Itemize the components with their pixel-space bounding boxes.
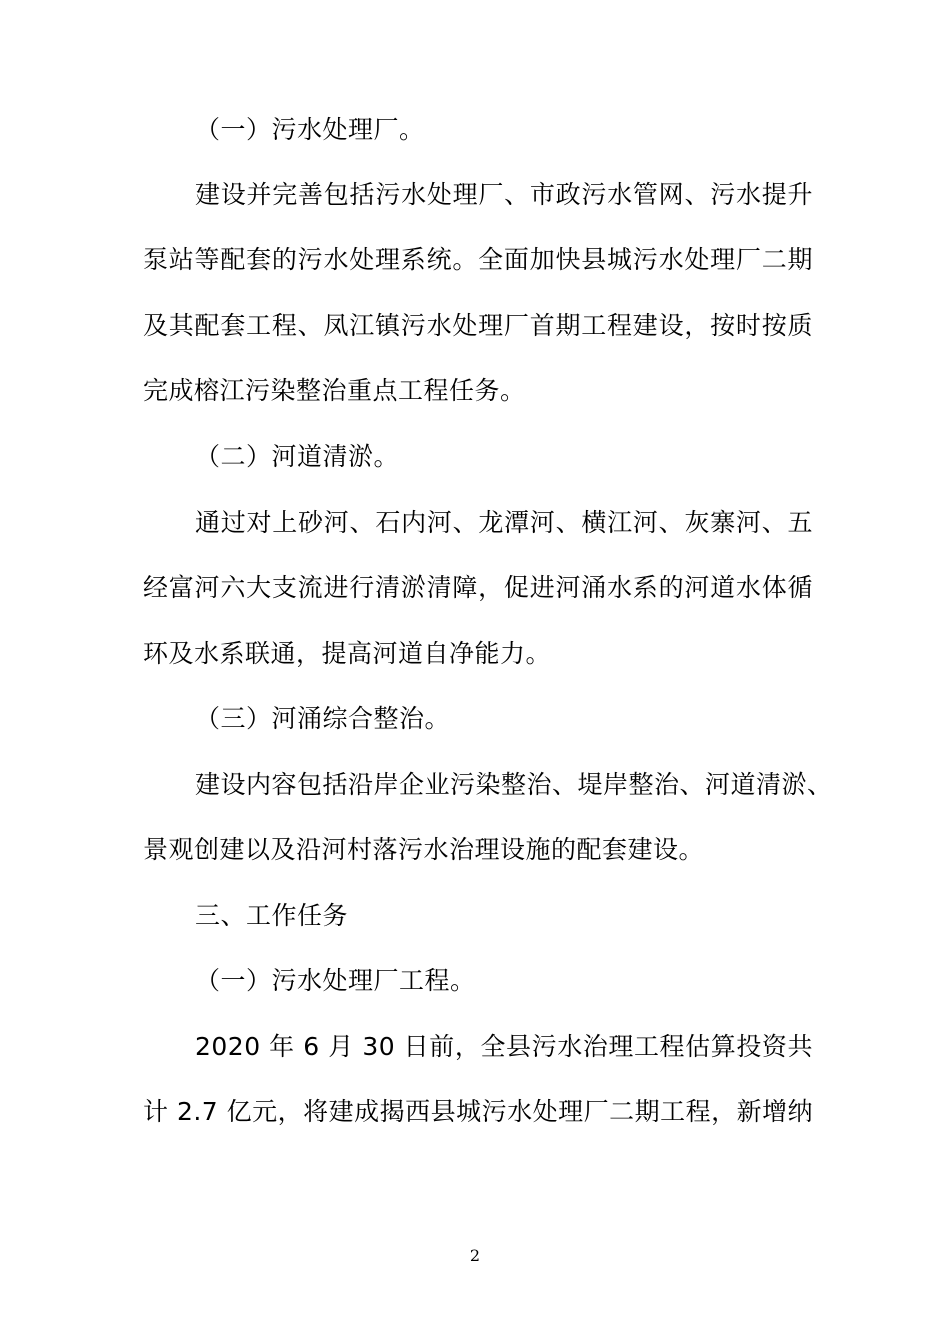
paragraph-line: 完成榕江污染整治重点工程任务。 xyxy=(143,376,526,405)
paragraph-line: 景观创建以及沿河村落污水治理设施的配套建设。 xyxy=(143,835,705,864)
paragraph-line: 泵站等配套的污水处理系统。全面加快县城污水处理厂二期 xyxy=(143,245,813,274)
page-number: 2 xyxy=(469,1246,481,1265)
paragraph-line: 及其配套工程、凤江镇污水处理厂首期工程建设，按时按质 xyxy=(143,311,813,340)
paragraph-line: 通过对上砂河、石内河、龙潭河、横江河、灰寨河、五 xyxy=(195,508,813,537)
section-heading-river-remediation: （三）河涌综合整治。 xyxy=(195,704,451,733)
section-heading-sewage-plant: （一）污水处理厂。 xyxy=(195,115,425,144)
paragraph-line: 建设并完善包括污水处理厂、市政污水管网、污水提升 xyxy=(195,180,813,209)
section-heading-work-tasks: 三、工作任务 xyxy=(195,901,349,930)
section-heading-sewage-project: （一）污水处理厂工程。 xyxy=(195,966,476,995)
paragraph-line: 建设内容包括沿岸企业污染整治、堤岸整治、河道清淤、 xyxy=(195,770,833,799)
paragraph-line: 计 2.7 亿元，将建成揭西县城污水处理厂二期工程，新增纳 xyxy=(143,1097,814,1126)
paragraph-line: 2020 年 6 月 30 日前，全县污水治理工程估算投资共 xyxy=(195,1032,813,1061)
paragraph-line: 经富河六大支流进行清淤清障，促进河涌水系的河道水体循 xyxy=(143,573,813,602)
section-heading-dredging: （二）河道清淤。 xyxy=(195,442,400,471)
paragraph-line: 环及水系联通，提高河道自净能力。 xyxy=(143,639,552,668)
